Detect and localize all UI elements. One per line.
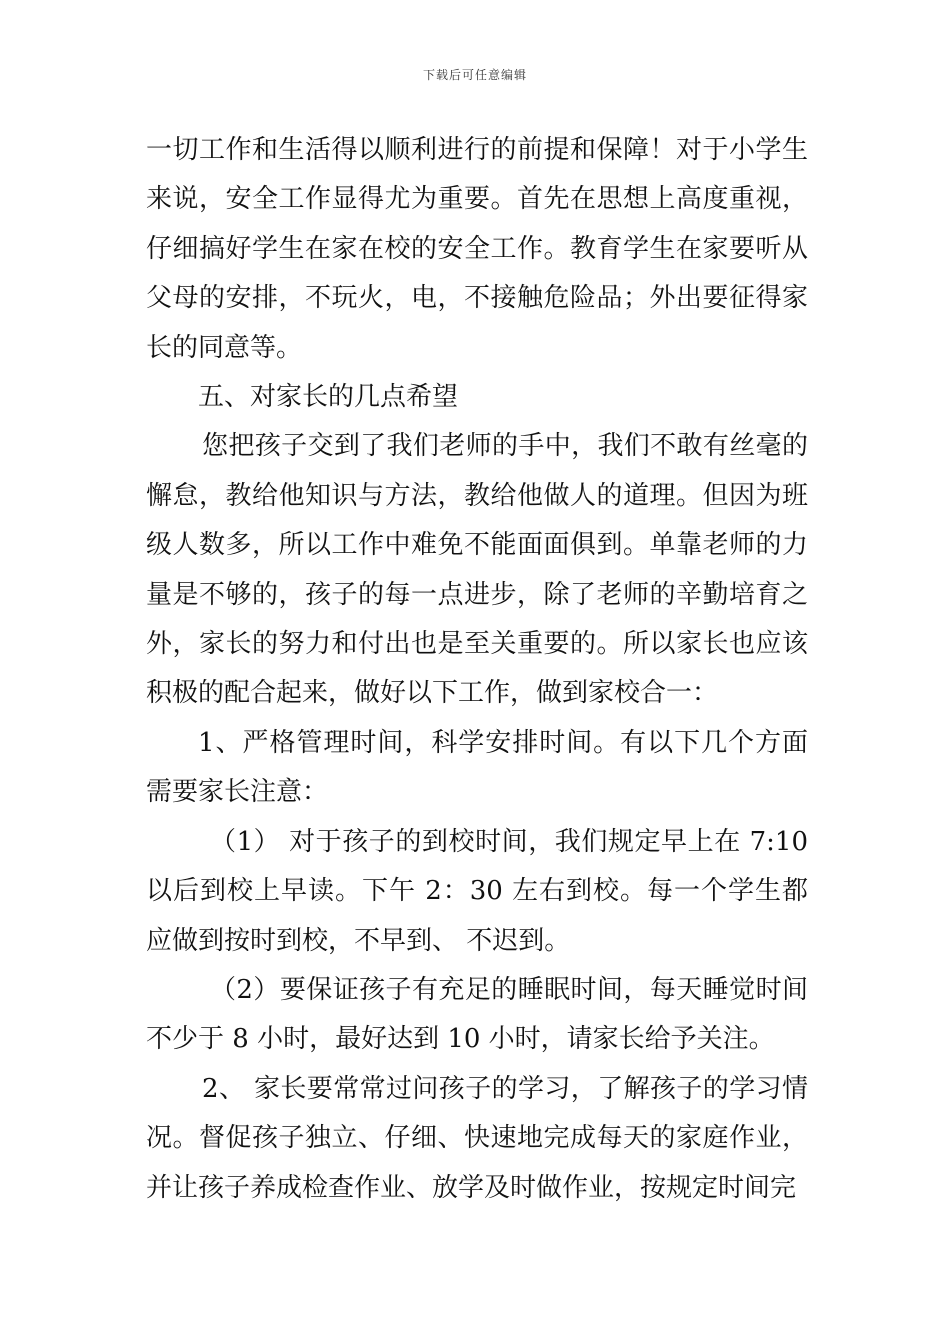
sub-item-sleep-time: （2）要保证孩子有充足的睡眠时间，每天睡觉时间不少于 8 小时，最好达到 10 小时，请家长给予关注。 [146, 974, 808, 1055]
sub-item-arrival-time: （1） 对于孩子的到校时间，我们规定早上在 7:10 以后到校上早读。下午 2：30 左右到校。每一个学生都应做到按时到校，不早到、 不迟到。 [146, 826, 808, 956]
document-body [146, 126, 808, 1213]
list-item-time-management: 1、严格管理时间，科学安排时间。有以下几个方面需要家长注意： [146, 727, 808, 808]
page-header: 下载后可任意编辑 [422, 68, 527, 82]
paragraph-safety: 一切工作和生活得以顺利进行的前提和保障！对于小学生来说，安全工作显得尤为重要。首先在思想上高度重视，仔细搞好学生在家在校的安全工作。教育学生在家要听从父母的安排，不玩火，电，不接触危险品；外出要征得家长的同意等。 [146, 135, 808, 363]
paragraph-parent-cooperation: 您把孩子交到了我们老师的手中，我们不敢有丝毫的懈怠，教给他知识与方法，教给他做人的道理。但因为班级人数多，所以工作中难免不能面面俱到。单靠老师的力量是不够的，孩子的每一点进步，除了老师的辛勤培育之外，家长的努力和付出也是至关重要的。所以家长也应该积极的配合起来，做好以下工作，做到家校合一： [146, 431, 808, 709]
section-heading-parent-hopes: 五、对家长的几点希望 [198, 382, 459, 413]
list-item-study-supervision: 2、 家长要常常过问孩子的学习，了解孩子的学习情况。督促孩子独立、仔细、快速地完成每天的家庭作业，并让孩子养成检查作业、放学及时做作业，按规定时间完 [146, 1073, 808, 1203]
